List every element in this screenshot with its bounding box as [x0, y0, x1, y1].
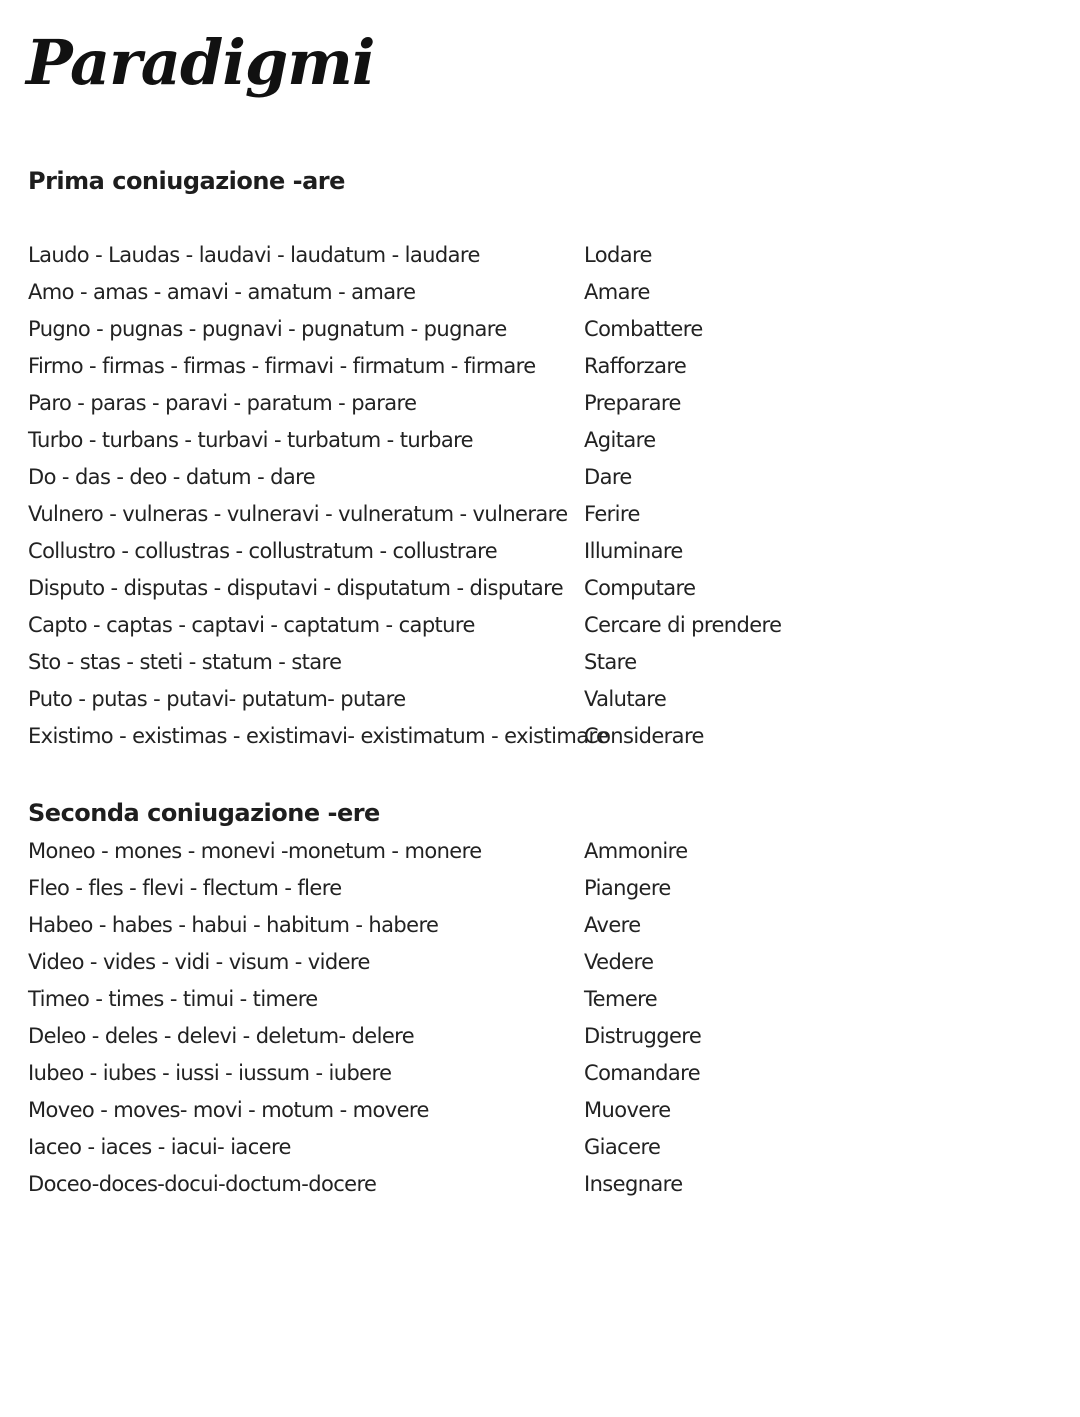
verb-translation: Dare	[584, 465, 632, 489]
section-heading: Seconda coniugazione -ere	[28, 799, 380, 827]
verb-principal-parts: Vulnero - vulneras - vulneravi - vulneratum - vulnerare	[28, 502, 568, 526]
verb-row	[28, 311, 1028, 348]
verb-row	[28, 274, 1028, 311]
verb-principal-parts: Habeo - habes - habui - habitum - habere	[28, 913, 439, 937]
verb-translation: Giacere	[584, 1135, 661, 1159]
verb-principal-parts: Existimo - existimas - existimavi- existimatum - existimare	[28, 724, 609, 748]
verb-translation: Distruggere	[584, 1024, 702, 1048]
verb-principal-parts: Sto - stas - steti - statum - stare	[28, 650, 342, 674]
verb-row	[28, 944, 1028, 981]
page-title: Paradigmi	[26, 26, 375, 99]
verb-principal-parts: Deleo - deles - delevi - deletum- delere	[28, 1024, 415, 1048]
verb-principal-parts: Iubeo - iubes - iussi - iussum - iubere	[28, 1061, 392, 1085]
verb-principal-parts: Amo - amas - amavi - amatum - amare	[28, 280, 416, 304]
verb-principal-parts: Puto - putas - putavi- putatum- putare	[28, 687, 406, 711]
verb-translation: Computare	[584, 576, 696, 600]
verb-principal-parts: Collustro - collustras - collustratum - collustrare	[28, 539, 498, 563]
verb-principal-parts: Fleo - fles - flevi - flectum - flere	[28, 876, 342, 900]
verb-row	[28, 833, 1028, 870]
verb-row	[28, 1092, 1028, 1129]
verb-list	[28, 237, 1028, 755]
verb-row	[28, 385, 1028, 422]
verb-translation: Considerare	[584, 724, 704, 748]
verb-row	[28, 459, 1028, 496]
verb-translation: Lodare	[584, 243, 652, 267]
verb-translation: Temere	[584, 987, 658, 1011]
verb-row	[28, 907, 1028, 944]
verb-row	[28, 1129, 1028, 1166]
verb-translation: Vedere	[584, 950, 654, 974]
verb-principal-parts: Disputo - disputas - disputavi - disputatum - disputare	[28, 576, 564, 600]
verb-list	[28, 833, 1028, 1203]
verb-translation: Agitare	[584, 428, 656, 452]
verb-principal-parts: Firmo - firmas - firmas - firmavi - firmatum - firmare	[28, 354, 536, 378]
verb-row	[28, 533, 1028, 570]
verb-row	[28, 1018, 1028, 1055]
verb-principal-parts: Do - das - deo - datum - dare	[28, 465, 316, 489]
verb-translation: Comandare	[584, 1061, 701, 1085]
verb-principal-parts: Paro - paras - paravi - paratum - parare	[28, 391, 417, 415]
verb-translation: Stare	[584, 650, 637, 674]
section-heading: Prima coniugazione -are	[28, 167, 345, 195]
verb-row	[28, 496, 1028, 533]
section-prima-coniugazione	[28, 163, 1028, 755]
verb-principal-parts: Laudo - Laudas - laudavi - laudatum - laudare	[28, 243, 480, 267]
verb-row	[28, 1166, 1028, 1203]
section-seconda-coniugazione	[28, 795, 1028, 1203]
verb-row	[28, 981, 1028, 1018]
verb-translation: Ammonire	[584, 839, 688, 863]
verb-row	[28, 870, 1028, 907]
verb-principal-parts: Moveo - moves- movi - motum - movere	[28, 1098, 429, 1122]
verb-principal-parts: Timeo - times - timui - timere	[28, 987, 318, 1011]
verb-row	[28, 681, 1028, 718]
verb-row	[28, 607, 1028, 644]
verb-principal-parts: Pugno - pugnas - pugnavi - pugnatum - pugnare	[28, 317, 507, 341]
verb-principal-parts: Moneo - mones - monevi -monetum - monere	[28, 839, 482, 863]
verb-translation: Valutare	[584, 687, 667, 711]
verb-principal-parts: Doceo-doces-docui-doctum-docere	[28, 1172, 377, 1196]
verb-row	[28, 718, 1028, 755]
verb-translation: Illuminare	[584, 539, 683, 563]
verb-translation: Avere	[584, 913, 641, 937]
verb-translation: Muovere	[584, 1098, 671, 1122]
verb-translation: Rafforzare	[584, 354, 687, 378]
verb-translation: Insegnare	[584, 1172, 683, 1196]
verb-row	[28, 1055, 1028, 1092]
verb-row	[28, 570, 1028, 607]
verb-principal-parts: Iaceo - iaces - iacui- iacere	[28, 1135, 291, 1159]
verb-row	[28, 644, 1028, 681]
verb-row	[28, 237, 1028, 274]
verb-principal-parts: Turbo - turbans - turbavi - turbatum - turbare	[28, 428, 473, 452]
verb-translation: Cercare di prendere	[584, 613, 782, 637]
verb-row	[28, 422, 1028, 459]
verb-translation: Preparare	[584, 391, 681, 415]
verb-translation: Amare	[584, 280, 650, 304]
verb-translation: Ferire	[584, 502, 640, 526]
verb-principal-parts: Video - vides - vidi - visum - videre	[28, 950, 370, 974]
verb-principal-parts: Capto - captas - captavi - captatum - capture	[28, 613, 475, 637]
verb-translation: Combattere	[584, 317, 703, 341]
verb-translation: Piangere	[584, 876, 671, 900]
verb-row	[28, 348, 1028, 385]
